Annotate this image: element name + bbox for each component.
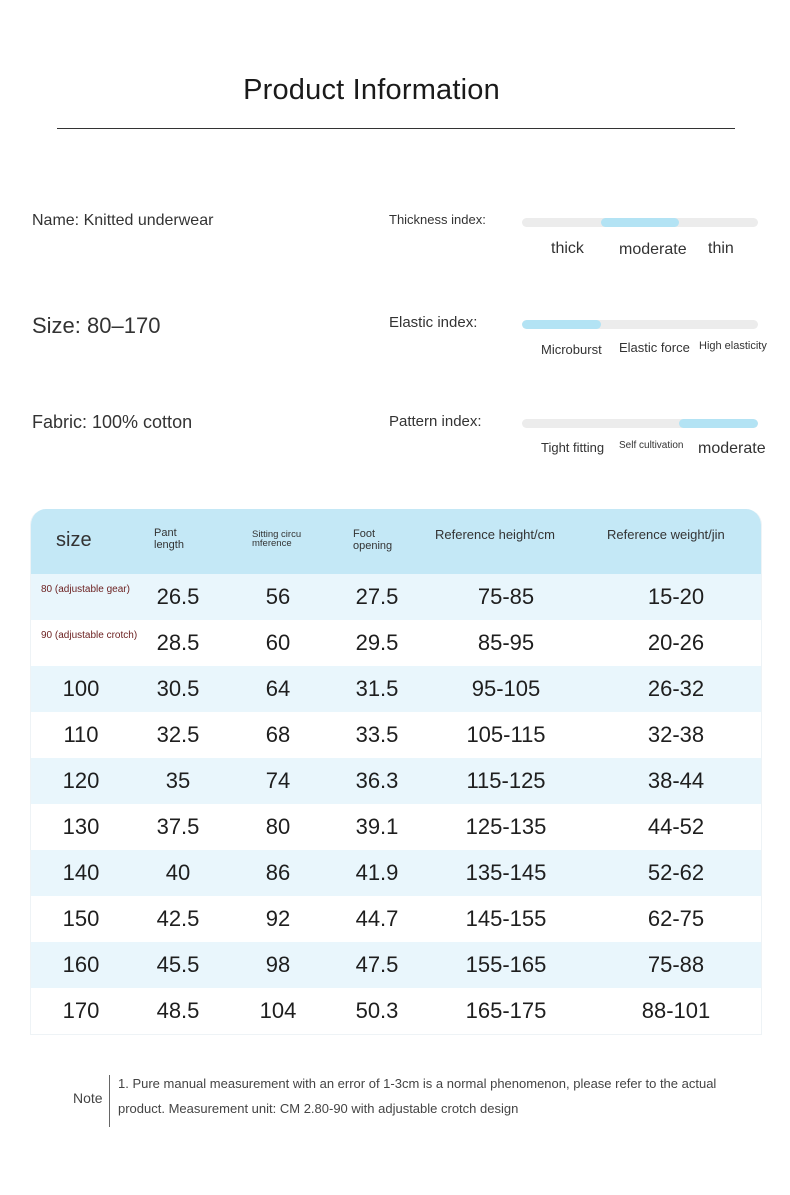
table-cell: 74 [265,768,291,793]
table-cell: 62-75 [647,906,705,931]
size-table [30,509,762,1035]
table-cell: 64 [265,676,291,701]
table-cell: 155-165 [465,952,547,977]
table-cell: 48.5 [156,998,200,1023]
size-cell: 110 [63,722,99,747]
table-row [31,988,761,1034]
pattern-index-fill [679,419,758,428]
title-divider [57,128,735,129]
table-cell: 29.5 [355,630,399,655]
table-cell: 95-105 [471,676,541,701]
table-cell: 44-52 [647,814,705,839]
attribute-name: Name: Knitted underwear [32,212,214,229]
table-cell: 47.5 [355,952,399,977]
size-cell: 90 (adjustable crotch) [41,630,138,641]
table-cell: 50.3 [355,998,399,1023]
attribute-fabric: Fabric: 100% cotton [32,412,193,432]
table-row [31,666,761,712]
table-cell: 52-62 [647,860,705,885]
table-cell: 92 [265,906,291,931]
table-cell: 75-85 [477,584,535,609]
pattern-index-label: Pattern index: [389,413,482,430]
thickness-index-bar [522,218,758,227]
table-cell: 28.5 [156,630,200,655]
table-cell: 60 [265,630,291,655]
table-cell: 36.3 [355,768,399,793]
size-cell: 80 (adjustable gear) [41,584,130,595]
table-cell: 75-88 [647,952,705,977]
size-cell: 170 [62,998,100,1023]
table-cell: 42.5 [156,906,200,931]
table-cell: 35 [165,768,191,793]
header-foot-opening: Foot opening [353,528,393,552]
table-cell: 41.9 [355,860,399,885]
table-cell: 45.5 [156,952,200,977]
elastic-index-label: Elastic index: [389,314,478,331]
table-cell: 30.5 [156,676,200,701]
table-row [31,574,761,620]
table-cell: 145-155 [465,906,547,931]
table-cell: 39.1 [355,814,399,839]
table-cell: 32.5 [156,722,200,747]
note-text: 1. Pure manual measurement with an error of 1-3cm is a normal phenomenon, please refer to the actual product. Measurement unit: CM 2.80-90 with adjustable crotch design [118,1076,717,1116]
table-body [31,574,761,1034]
thickness-option-moderate: moderate [619,241,687,258]
size-cell: 150 [62,906,100,931]
table-row [31,712,761,758]
table-header [31,509,761,574]
table-cell: 125-135 [465,814,547,839]
pattern-option-moderate: moderate [698,440,766,457]
attribute-size: Size: 80–170 [32,313,161,338]
table-row [31,620,761,666]
table-cell: 26-32 [647,676,705,701]
table-cell: 135-145 [465,860,547,885]
size-cell: 120 [62,768,100,793]
elastic-index-fill [522,320,601,329]
table-cell: 88-101 [641,998,711,1023]
table-cell: 80 [265,814,291,839]
table-cell: 104 [259,998,297,1023]
elastic-option-microburst: Microburst [541,342,602,357]
elastic-index-bar [522,320,758,329]
table-cell: 37.5 [156,814,200,839]
table-cell: 56 [265,584,291,609]
table-cell: 85-95 [477,630,535,655]
table-row [31,804,761,850]
table-cell: 33.5 [355,722,399,747]
table-cell: 98 [265,952,291,977]
header-sitting-circumference: Sitting circumference [252,529,302,550]
pattern-index-bar [522,419,758,428]
table-cell: 31.5 [355,676,399,701]
table-cell: 32-38 [647,722,705,747]
page-title: Product Information [243,74,500,106]
note-bracket [109,1075,110,1127]
size-cell: 100 [62,676,100,701]
pattern-option-self-cultivation: Self cultivation [619,440,684,451]
pattern-option-tight-fitting: Tight fitting [541,440,605,455]
table-row [31,850,761,896]
table-row [31,896,761,942]
table-row [31,942,761,988]
thickness-option-thin: thin [708,240,734,257]
size-cell: 140 [62,860,100,885]
thickness-index-fill [601,218,680,227]
table-cell: 105-115 [466,722,546,747]
table-cell: 68 [265,722,291,747]
header-reference-weight: Reference weight/jin [607,527,725,542]
size-cell: 130 [62,814,100,839]
table-cell: 38-44 [647,768,705,793]
table-cell: 44.7 [355,906,399,931]
elastic-option-high-elasticity: High elasticity [699,340,767,352]
table-cell: 26.5 [156,584,200,609]
elastic-option-elastic-force: Elastic force [619,340,690,355]
table-cell: 20-26 [647,630,705,655]
size-cell: 160 [62,952,100,977]
header-reference-height: Reference height/cm [435,527,555,542]
header-pant-length: Pant length [154,527,184,551]
table-cell: 40 [165,860,191,885]
thickness-index-label: Thickness index: [389,212,486,227]
note-label: Note [73,1090,103,1106]
table-cell: 86 [265,860,291,885]
table-cell: 115-125 [466,768,546,793]
table-row [31,758,761,804]
table-cell: 15-20 [647,584,705,609]
header-size: size [56,529,92,551]
table-cell: 165-175 [465,998,547,1023]
table-cell: 27.5 [355,584,399,609]
thickness-option-thick: thick [551,240,584,257]
